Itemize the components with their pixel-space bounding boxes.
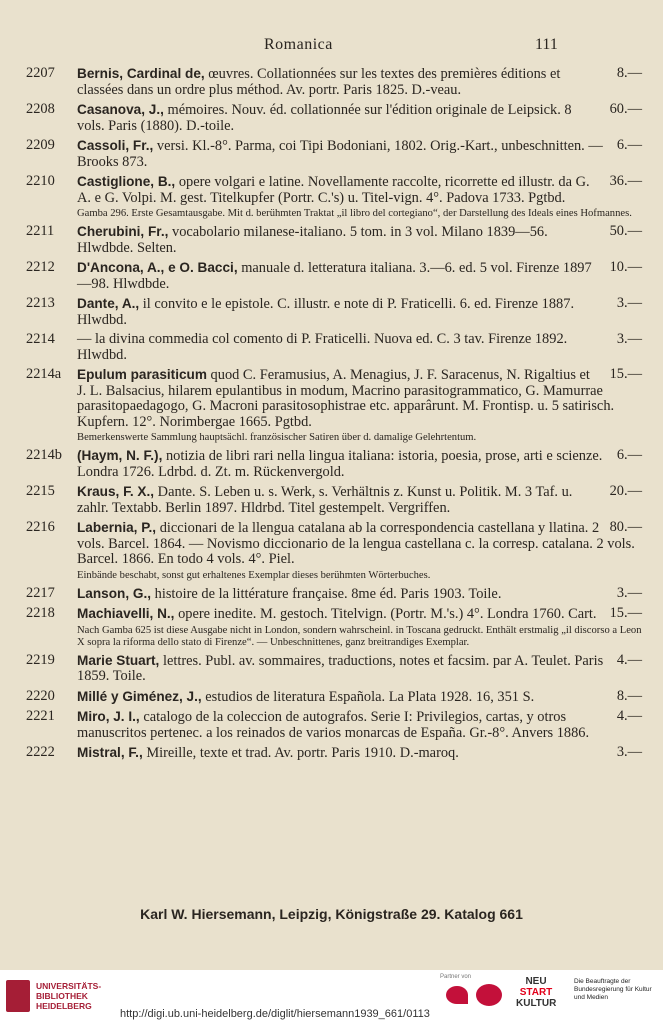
entry-price: 15.— (609, 366, 642, 382)
entry-note: Gamba 296. Erste Gesamtausgabe. Mit d. berühmten Traktat „il libro del cortegiano“, der Darstellung des Ideals eines Hofmannes. (77, 208, 632, 219)
entry-description: manuale d. letteratura italiana. 3.—6. ed. 5 vol. Firenze 1897—98. Hlwdbde. (77, 260, 592, 292)
entry-number: 2220 (26, 687, 55, 704)
library-shield-icon (6, 980, 30, 1012)
entry-number: 2207 (26, 65, 55, 81)
entry-note: Bemerkenswerte Sammlung hauptsächl. französischer Satiren über d. damalige Gelehrtentum. (77, 432, 477, 443)
entry-number: 2210 (26, 173, 55, 189)
entry-number: 2219 (26, 651, 55, 668)
entry-author: Cherubini, Fr., (77, 224, 169, 239)
catalog-entry (26, 709, 642, 741)
catalog-entry (26, 332, 642, 363)
entry-price: 8.— (616, 687, 642, 704)
entry-number: 2222 (26, 744, 55, 760)
entry-price: 3.— (616, 331, 642, 347)
neustart-line2: START (519, 987, 553, 998)
catalog-entry (26, 367, 642, 444)
entry-number: 2221 (26, 708, 55, 724)
catalog-entry (26, 260, 642, 292)
section-title: Romanica (264, 36, 333, 53)
entry-description: opere volgari e latine. Novellamente raccolte, ricorrette ed illustr. da G. A. e G. Volpi. M. gest. Titelkupfer (Portr. C.'s) u. Titel-vign. 4°. Padova 1733. Pgtbd. (77, 174, 590, 206)
entry-author: Dante, A., (77, 296, 140, 311)
publisher-footer: Karl W. Hiersemann, Leipzig, Königstraße 29. Katalog 661 (140, 906, 523, 922)
library-name-line1: UNIVERSITÄTS- (36, 981, 102, 991)
catalog-entry (26, 448, 642, 480)
neustart-line1: NEU (525, 976, 547, 987)
catalog-entry (26, 606, 642, 649)
catalog-entry (26, 66, 642, 98)
entry-price: 3.— (616, 584, 642, 601)
neustart-kultur-logo[interactable] (516, 976, 556, 1009)
partner-logo-icon-2 (476, 984, 502, 1006)
library-name-line2: BIBLIOTHEK (36, 991, 88, 1001)
entry-description: notizia de libri rari nella lingua italiana: istoria, poesia, prose, arti e scienze. Londra 1726. Ldrbd. d. Zt. m. Rückenvergold. (77, 448, 603, 480)
entry-price: 3.— (616, 295, 642, 311)
entry-author: Casanova, J., (77, 102, 164, 117)
federal-government-logo[interactable] (566, 978, 658, 1002)
entry-note: Nach Gamba 625 ist diese Ausgabe nicht in London, sondern wahrscheinl. in Toscana gedruckt. Enthält erstmalig „il discorso a Leon X sopra la riforma dello stato di Firenze“. — Unbeschnittenes, ganz breitrandiges Exemplar. (77, 624, 642, 648)
entry-number: 2215 (26, 483, 55, 499)
entry-number: 2211 (26, 223, 55, 239)
library-name-line3: HEIDELBERG (36, 1001, 92, 1011)
entry-description: Dante. S. Leben u. s. Werk, s. Verhältnis z. Kunst u. Politik. M. 3 Taf. u. zahlr. Textabb. Berlin 1897. Hldrbd. Titel gestempelt. Vergriffen. (77, 484, 573, 516)
entry-price: 20.— (609, 483, 642, 499)
entry-number: 2218 (26, 605, 55, 621)
entry-author: Lanson, G., (77, 585, 152, 601)
catalog-entry (26, 296, 642, 328)
entry-description: histoire de la littérature française. 8me éd. Paris 1903. Toile. (154, 585, 502, 602)
entry-number: 2214 (26, 331, 55, 347)
catalog-entries (26, 66, 642, 766)
entry-author: Castiglione, B., (77, 174, 176, 189)
entry-description: il convito e le epistole. C. illustr. e note di P. Fraticelli. 6. ed. Firenze 1887. Hlwdbd. (77, 296, 575, 328)
entry-price: 60.— (609, 101, 642, 117)
entry-price: 50.— (609, 223, 642, 239)
entry-price: 6.— (616, 137, 642, 153)
catalog-entry (26, 689, 642, 706)
entry-number: 2208 (26, 101, 55, 117)
entry-price: 10.— (609, 259, 642, 275)
entry-note: Einbände beschabt, sonst gut erhaltenes Exemplar dieses berühmten Wörterbuches. (77, 569, 431, 581)
catalog-entry (26, 520, 642, 582)
entry-number: 2217 (26, 584, 55, 601)
entry-price: 3.— (616, 744, 642, 760)
entry-number: 2212 (26, 259, 55, 275)
catalog-entry (26, 174, 642, 220)
entry-price: 36.— (609, 173, 642, 189)
entry-author: Millé y Giménez, J., (77, 688, 202, 704)
federal-government-text: Die Beauftragte der Bundesregierung für Kultur und Medien (574, 978, 652, 1001)
entry-author: D'Ancona, A., e O. Bacci, (77, 260, 238, 275)
entry-price: 6.— (616, 447, 642, 463)
entry-description: diccionari de la llengua catalana ab la correspondencia castellana y llatina. 2 vols. Barcel. 1864. — Novismo diccionario de la lengua castellana c. la corresp. catalana. 2 vols. Barcel. 1866. En todo 4 vols. 4°. Piel. (77, 520, 635, 567)
entry-author: Labernia, P., (77, 520, 157, 535)
entry-author: Epulum parasiticum (77, 367, 207, 382)
entry-author: Machiavelli, N., (77, 606, 175, 621)
catalog-entry (26, 138, 642, 170)
entry-number: 2209 (26, 137, 55, 153)
page-number: 111 (535, 36, 558, 53)
entry-number: 2214b (26, 447, 62, 463)
entry-description: mémoires. Nouv. éd. collationnée sur l'édition originale de Leipsick. 8 vols. Paris (1880). D.-toile. (77, 102, 572, 134)
entry-number: 2213 (26, 295, 55, 311)
entry-author: Marie Stuart, (77, 652, 160, 668)
entry-description: opere inedite. M. gestoch. Titelvign. (Portr. M.'s.) 4°. Londra 1760. Cart. (178, 606, 597, 622)
neustart-line3: KULTUR (516, 998, 557, 1009)
university-library-logo[interactable] (6, 980, 101, 1012)
catalog-entry (26, 484, 642, 516)
entry-price: 8.— (616, 65, 642, 81)
entry-description: catalogo de la coleccion de autografos. Serie I: Privilegios, cartas, y otros manuscritos pertenec. a los reinados de varios monarcas de España. Gr.-8°. Anvers 1886. (77, 709, 590, 741)
entry-description: lettres. Publ. av. sommaires, traductions, notes et facsim. par A. Teulet. Paris 1859. Toile. (77, 652, 604, 684)
entry-author: Bernis, Cardinal de, (77, 66, 205, 81)
document-url[interactable]: http://digi.ub.uni-heidelberg.de/diglit/hiersemann1939_661/0113 (120, 1008, 430, 1020)
catalog-entry (26, 102, 642, 134)
catalog-entry (26, 224, 642, 256)
entry-number: 2216 (26, 519, 55, 535)
partner-label: Partner von (440, 974, 472, 980)
entry-description: Mireille, texte et trad. Av. portr. Paris 1910. D.-maroq. (146, 745, 459, 761)
entry-author: Miro, J. I., (77, 709, 140, 724)
entry-author: (Haym, N. F.), (77, 448, 163, 463)
partner-logo-icon (446, 986, 468, 1004)
entry-price: 4.— (616, 708, 642, 724)
entry-description: œuvres. Collationnées sur les textes des premières éditions et classées dans un ordre plus méthod. Av. portr. Paris 1825. D.-veau. (77, 66, 561, 98)
entry-description: — la divina commedia col comento di P. Fraticelli. Nuova ed. C. 3 tav. Firenze 1892. Hlwdbd. (77, 331, 568, 363)
entry-price: 15.— (609, 605, 642, 621)
catalog-entry (26, 653, 642, 685)
entry-author: Mistral, F., (77, 745, 143, 760)
catalog-entry (26, 586, 642, 603)
entry-description: vocabolario milanese-italiano. 5 tom. in 3 vol. Milano 1839—56. Hlwdbde. Selten. (77, 224, 548, 256)
entry-price: 4.— (616, 651, 642, 668)
entry-description: quod C. Feramusius, A. Menagius, J. F. Saracenus, N. Rigaltius et J. L. Balsacius, hilarem epulantibus in modum, Macrino parasitogrammatico, G. Mamurrae parasitopaedagogo, G. Macroni parasitosophistrae etc. apparârunt. M. Frontisp. u. 5 satirisch. Kupfern. 12°. Norimbergae 1665. Pgtbd. (77, 367, 615, 430)
entry-description: estudios de literatura Española. La Plata 1928. 16, 351 S. (205, 688, 535, 705)
viewer-bottom-bar (0, 970, 663, 1022)
entry-description: versi. Kl.-8°. Parma, coi Tipi Bodoniani, 1802. Orig.-Kart., unbeschnitten. — Brooks 873. (77, 138, 603, 170)
catalog-entry (26, 745, 642, 762)
entry-price: 80.— (609, 519, 642, 535)
entry-author: Cassoli, Fr., (77, 138, 154, 153)
entry-number: 2214a (26, 366, 62, 382)
entry-author: Kraus, F. X., (77, 484, 155, 499)
